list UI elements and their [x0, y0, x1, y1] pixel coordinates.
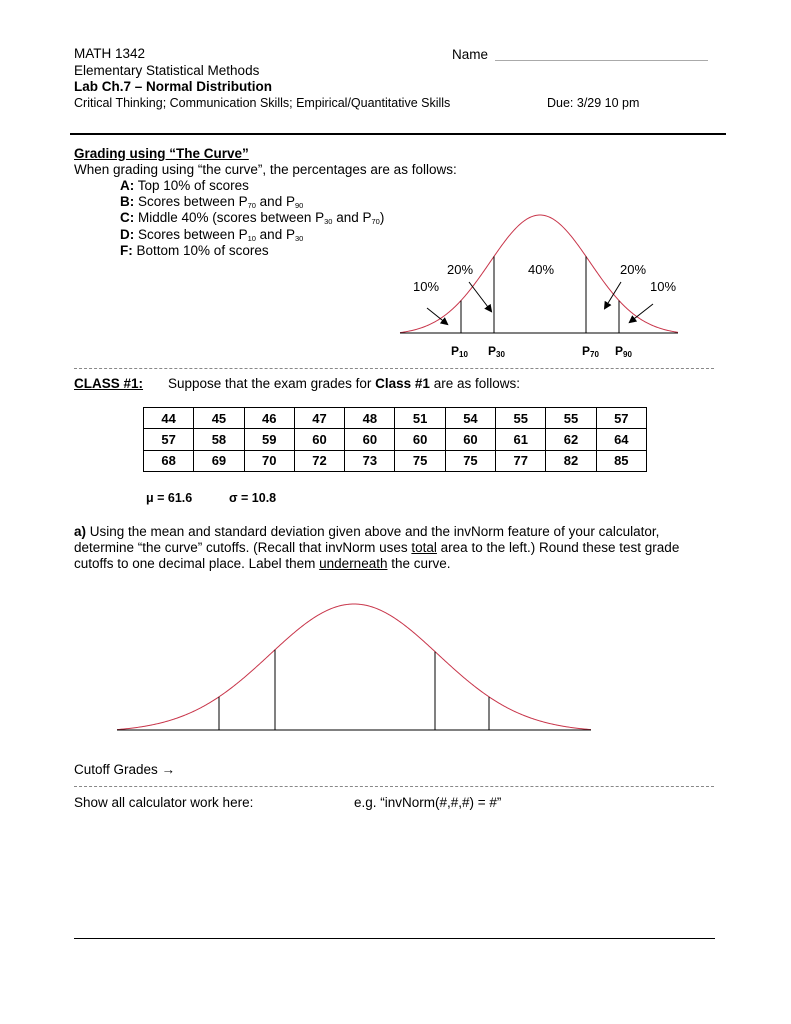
pct-20-left: 20%: [447, 262, 474, 277]
subscript: 70: [247, 201, 256, 210]
question-a-line1: [74, 524, 659, 539]
grade-text: Middle 40% (scores between P: [138, 210, 325, 225]
grade-cell: 60: [294, 429, 344, 450]
grade-cell: 70: [244, 450, 294, 471]
question-text: Using the mean and standard deviation given above and the invNorm feature of your calculator,: [86, 524, 660, 539]
grade-c-item: [120, 210, 384, 225]
grade-cell: 55: [546, 408, 596, 429]
grade-text: Scores between P: [138, 227, 248, 242]
prompt-text-end: are as follows:: [429, 376, 520, 391]
class1-prompt: [168, 376, 520, 391]
work-divider: [74, 786, 714, 787]
p90-label: P90: [615, 344, 632, 359]
grade-cell: 47: [294, 408, 344, 429]
question-a-line3: [74, 556, 451, 571]
grade-cell: 64: [596, 429, 646, 450]
grade-letter: B:: [120, 194, 135, 209]
grade-text-mid: and P: [255, 194, 295, 209]
grading-intro: When grading using “the curve”, the percentages are as follows:: [74, 162, 457, 177]
arrow-20-left: [469, 282, 491, 311]
grade-cell: 75: [395, 450, 445, 471]
table-row: [144, 429, 647, 450]
pct-20-right: 20%: [620, 262, 647, 277]
p70-label: P70: [582, 344, 599, 359]
p30-label: P30: [488, 344, 505, 359]
grades-table: [143, 407, 647, 472]
due-date: Due: 3/29 10 pm: [547, 96, 640, 110]
work-label: Show all calculator work here:: [74, 795, 254, 810]
example-curve-diagram: [395, 205, 690, 365]
subscript: 30: [294, 234, 304, 243]
work-example: e.g. “invNorm(#,#,#) = #”: [354, 795, 502, 810]
pct-10-left: 10%: [413, 279, 440, 294]
grade-text-mid: and P: [255, 227, 295, 242]
sd-value: σ = 10.8: [229, 491, 277, 505]
course-code: MATH 1342: [74, 46, 146, 61]
prompt-text: Suppose that the exam grades for: [168, 376, 376, 391]
grade-cell: 73: [345, 450, 395, 471]
pct-40: 40%: [528, 262, 555, 277]
grade-cell: 77: [496, 450, 546, 471]
grade-cell: 75: [445, 450, 495, 471]
cutoff-grades-label: Cutoff Grades →: [74, 762, 176, 777]
grade-cell: 48: [345, 408, 395, 429]
grade-letter: A:: [120, 178, 135, 193]
grade-cell: 85: [596, 450, 646, 471]
grade-text: Bottom 10% of scores: [136, 243, 269, 258]
grade-cell: 60: [445, 429, 495, 450]
grade-letter: F:: [120, 243, 133, 258]
grade-cell: 55: [496, 408, 546, 429]
grade-letter: D:: [120, 227, 135, 242]
bottom-rule: [74, 938, 715, 939]
grade-d-item: [120, 227, 303, 242]
table-row: [144, 408, 647, 429]
grade-cell: 62: [546, 429, 596, 450]
grade-a-item: [120, 178, 249, 193]
grade-cell: 45: [194, 408, 244, 429]
grading-heading: Grading using “The Curve”: [74, 146, 249, 161]
question-text: the curve.: [387, 556, 451, 571]
grade-cell: 51: [395, 408, 445, 429]
subscript: 30: [324, 217, 333, 226]
prompt-bold: Class #1: [375, 376, 430, 391]
grade-cell: 57: [144, 429, 194, 450]
subscript: 10: [247, 234, 256, 243]
grade-text: Top 10% of scores: [137, 178, 249, 193]
blank-normal-curve: [117, 604, 591, 730]
question-text: area to the left.) Round these test grade: [436, 540, 680, 555]
grade-cell: 60: [345, 429, 395, 450]
blank-curve-diagram: [110, 595, 600, 740]
lab-title: Lab Ch.7 – Normal Distribution: [74, 79, 273, 94]
course-name: Elementary Statistical Methods: [74, 63, 260, 78]
grade-text-tail: ): [379, 210, 385, 225]
question-underlined: total: [411, 540, 437, 555]
p10-label: P10: [451, 344, 468, 359]
pct-10-right: 10%: [650, 279, 677, 294]
grade-b-item: [120, 194, 303, 209]
grade-cell: 54: [445, 408, 495, 429]
question-label: a): [74, 524, 87, 539]
grade-f-item: [120, 243, 269, 258]
grade-cell: 44: [144, 408, 194, 429]
question-underlined: underneath: [319, 556, 388, 571]
question-text: determine “the curve” cutoffs. (Recall that invNorm uses: [74, 540, 412, 555]
grade-cell: 82: [546, 450, 596, 471]
class1-label: CLASS #1:: [74, 376, 144, 391]
grade-text-mid: and P: [332, 210, 372, 225]
question-text: cutoffs to one decimal place. Label them: [74, 556, 320, 571]
subscript: 70: [371, 217, 380, 226]
grade-cell: 68: [144, 450, 194, 471]
grade-cell: 58: [194, 429, 244, 450]
grade-cell: 57: [596, 408, 646, 429]
grade-cell: 60: [395, 429, 445, 450]
subscript: 90: [294, 201, 304, 210]
grade-text: Scores between P: [138, 194, 248, 209]
grade-letter: C:: [120, 210, 135, 225]
grade-cell: 46: [244, 408, 294, 429]
header-rule: [70, 133, 726, 135]
grade-cell: 72: [294, 450, 344, 471]
skills-line: Critical Thinking; Communication Skills; Empirical/Quantitative Skills: [74, 96, 451, 110]
grade-cell: 59: [244, 429, 294, 450]
name-line[interactable]: [495, 60, 708, 61]
name-label: Name: [452, 47, 489, 62]
question-a-line2: [74, 540, 679, 555]
table-row: [144, 450, 647, 471]
section-divider: [74, 368, 714, 369]
grade-cell: 69: [194, 450, 244, 471]
grade-cell: 61: [496, 429, 546, 450]
mean-value: μ = 61.6: [146, 491, 193, 505]
